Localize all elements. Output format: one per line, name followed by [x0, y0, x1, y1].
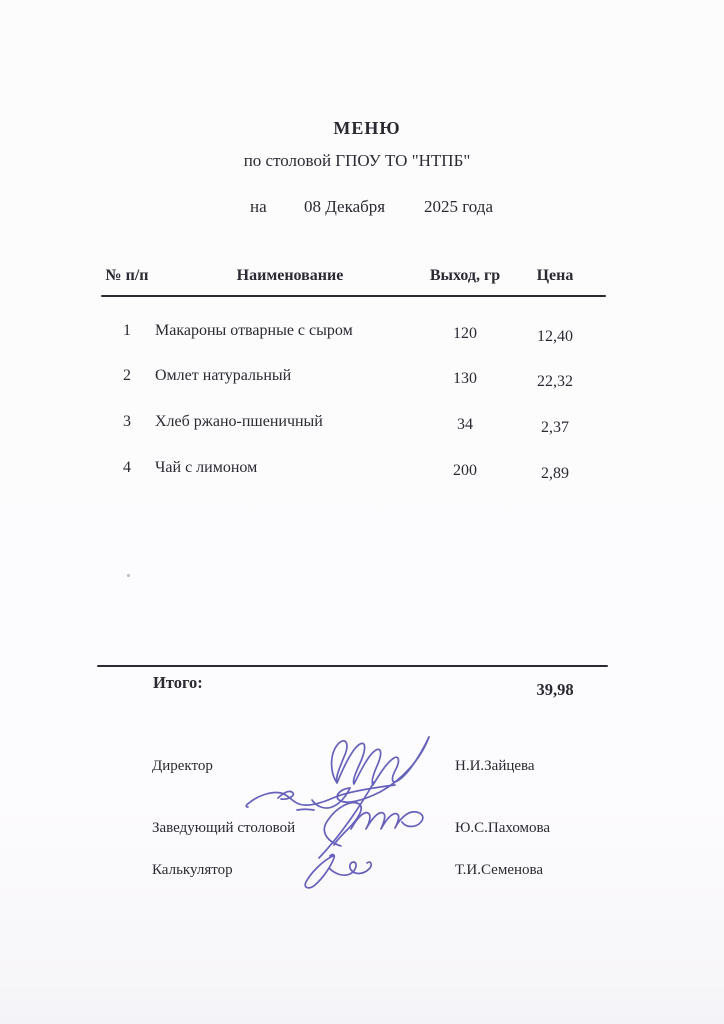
- row-price: 2,37: [541, 419, 569, 436]
- table-header-num: № п/п: [105, 267, 149, 284]
- table-header-row: [0, 267, 724, 291]
- date-year: 2025 года: [424, 197, 494, 216]
- row-name: Чай с лимоном: [155, 459, 258, 476]
- row-name: Омлет натуральный: [155, 367, 292, 384]
- table-header-rule: [101, 295, 606, 297]
- total-value: 39,98: [536, 680, 574, 699]
- table-row: [0, 413, 724, 439]
- row-num: 2: [123, 367, 131, 384]
- signature-row-calculator: [0, 862, 724, 884]
- total-label: Итого:: [153, 673, 203, 692]
- row-weight: 120: [453, 325, 477, 342]
- row-price: 12,40: [537, 328, 573, 345]
- table-header-price: Цена: [536, 267, 574, 284]
- signature-name: Т.И.Семенова: [455, 862, 544, 878]
- row-weight: 130: [453, 370, 477, 387]
- row-weight: 34: [457, 416, 473, 433]
- scan-speck: [127, 574, 130, 577]
- signature-name: Н.И.Зайцева: [455, 758, 535, 774]
- signature-role: Заведующий столовой: [152, 820, 296, 836]
- total-rule: [97, 665, 608, 667]
- table-header-weight: Выход, гр: [429, 267, 501, 284]
- row-price: 2,89: [541, 465, 569, 482]
- signature-role: Директор: [152, 758, 213, 774]
- signature-row-canteen-manager: [0, 820, 724, 842]
- signature-name: Ю.С.Пахомова: [455, 820, 551, 836]
- table-header-name: Наименование: [236, 267, 344, 284]
- date-value: 08 Декабря: [304, 197, 386, 216]
- page-title: МЕНЮ: [333, 118, 401, 138]
- row-weight: 200: [453, 462, 477, 479]
- date-line: [0, 197, 724, 219]
- page-subtitle: по столовой ГПОУ ТО "НТПБ": [243, 151, 471, 170]
- table-row: [0, 367, 724, 393]
- signature-row-director: [0, 758, 724, 780]
- date-prefix: на: [250, 197, 267, 216]
- table-row: [0, 322, 724, 348]
- signature-role: Калькулятор: [152, 862, 233, 878]
- row-num: 1: [123, 322, 131, 339]
- row-num: 3: [123, 413, 131, 430]
- row-name: Хлеб ржано-пшеничный: [155, 413, 323, 430]
- row-price: 22,32: [537, 373, 573, 390]
- row-name: Макароны отварные с сыром: [155, 322, 353, 339]
- table-row: [0, 459, 724, 485]
- row-num: 4: [123, 459, 131, 476]
